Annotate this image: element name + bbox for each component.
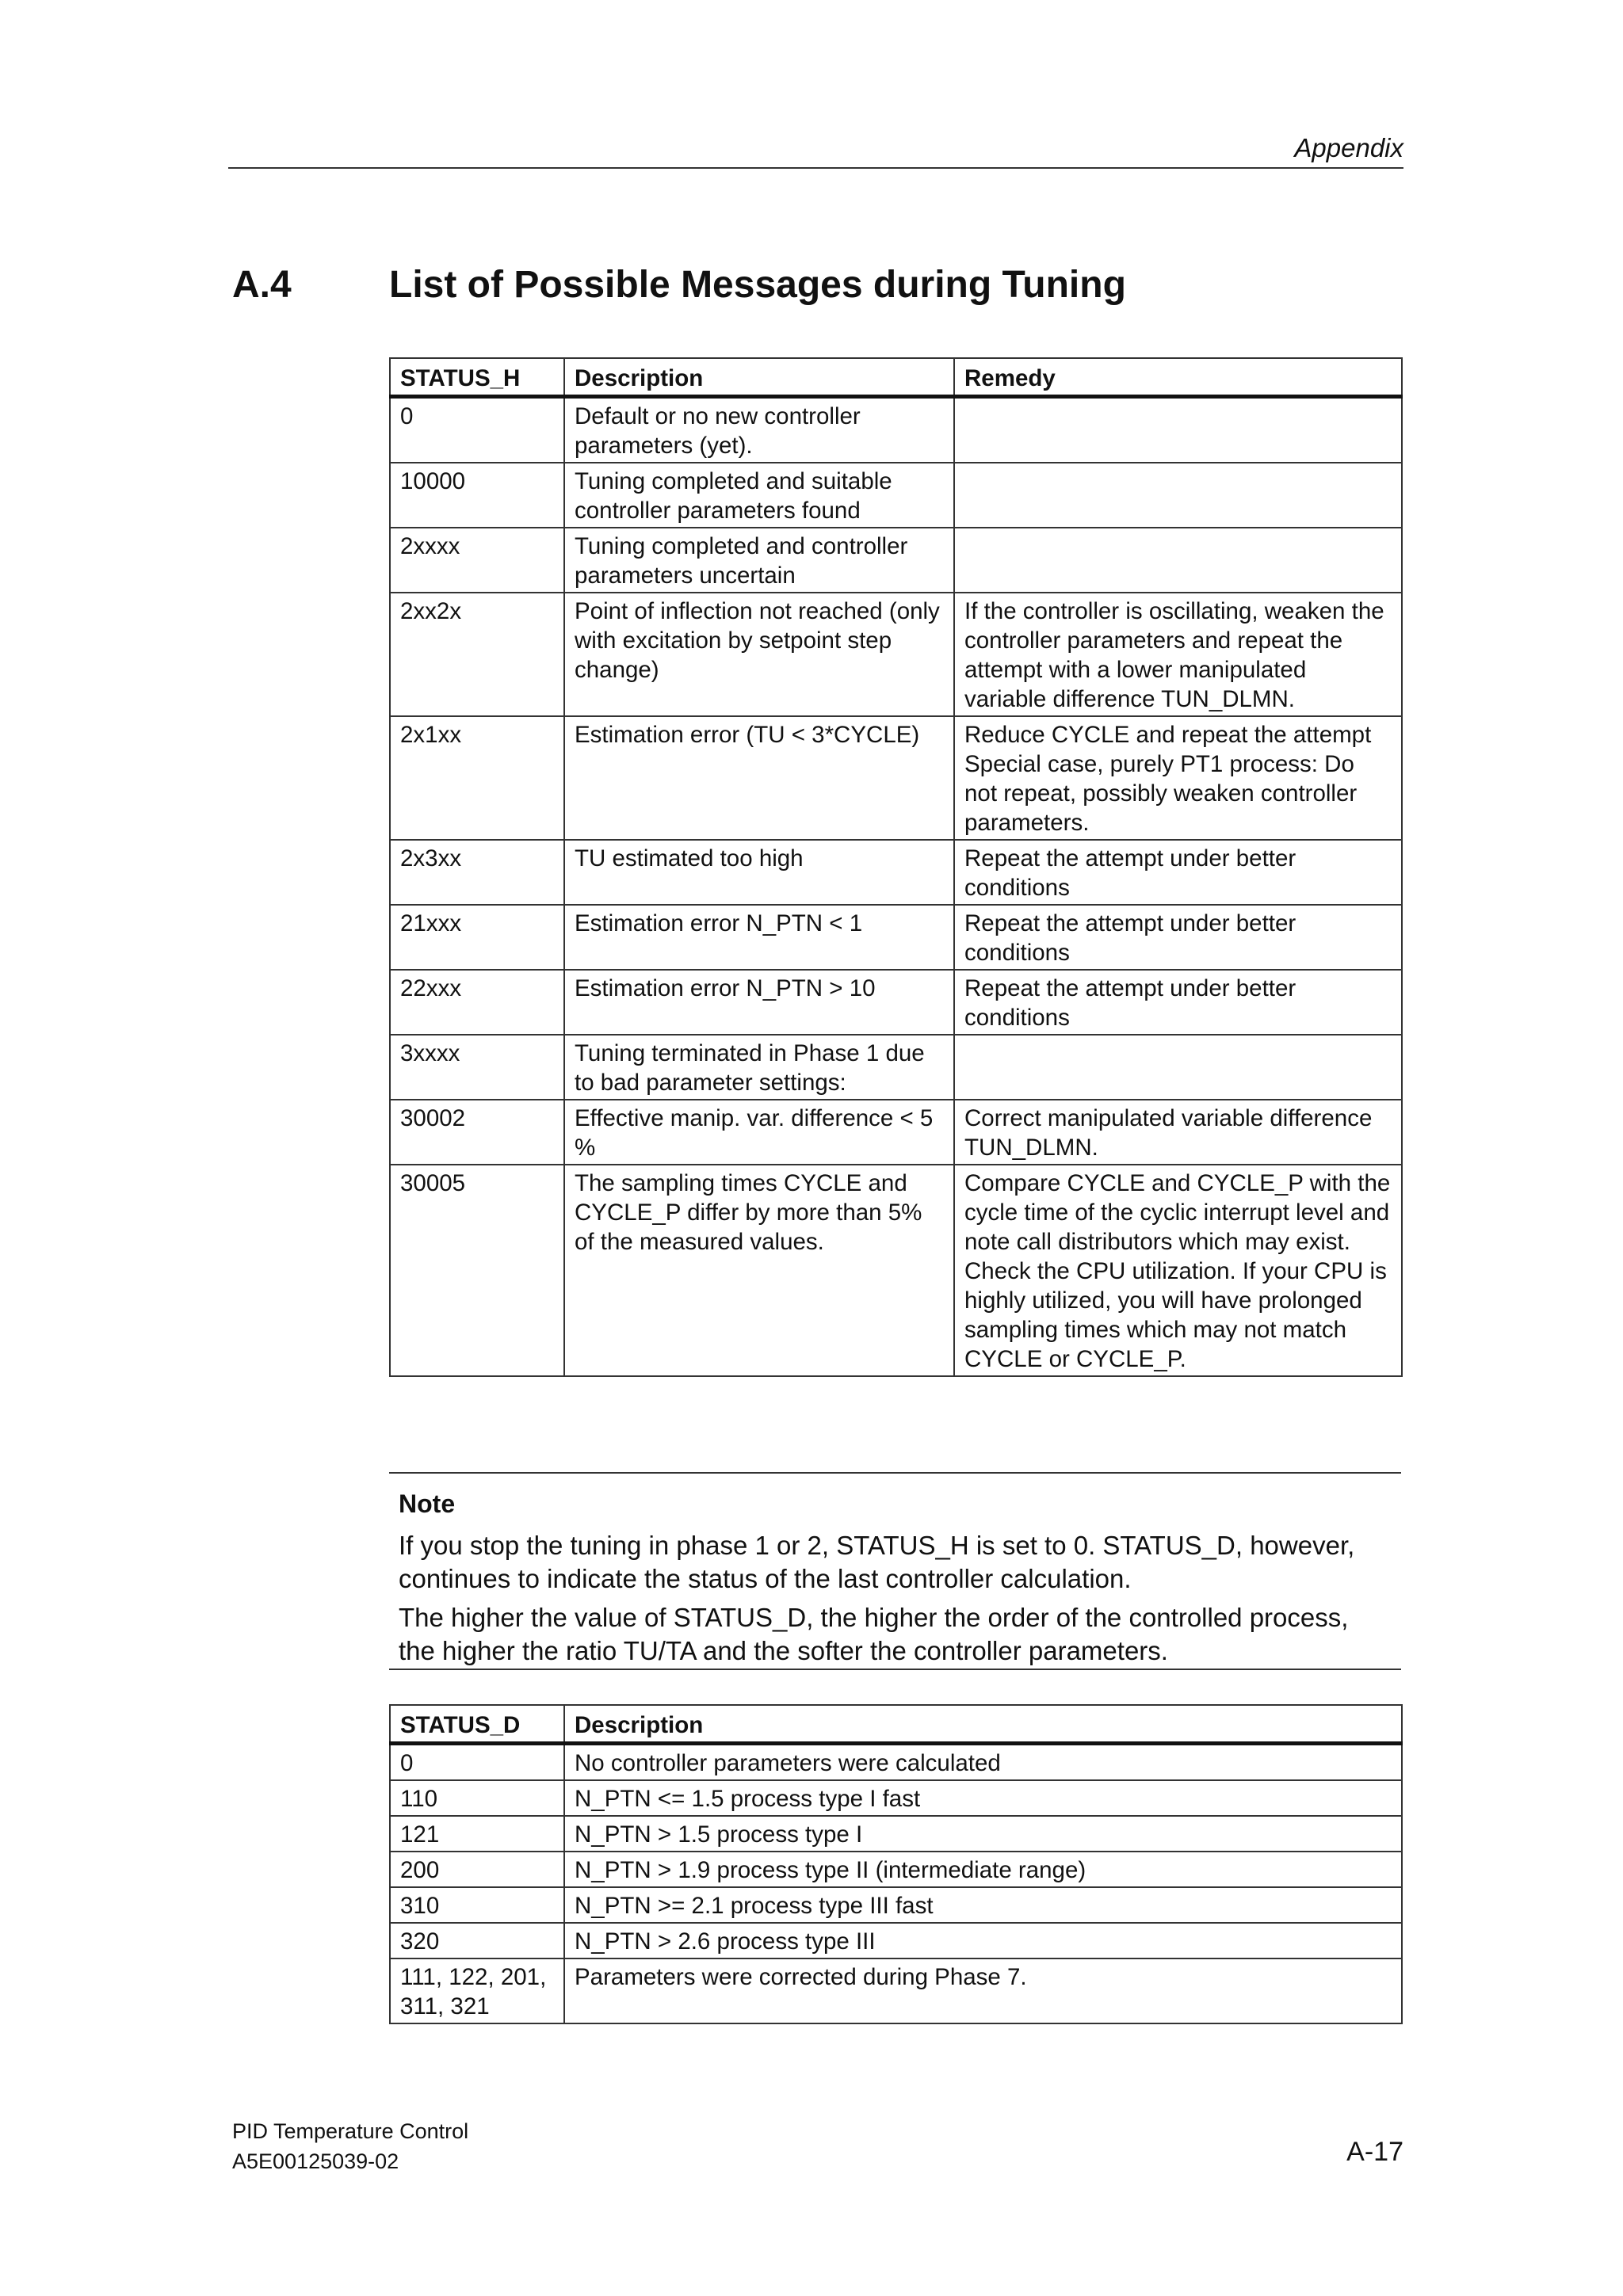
remedy-line: Correct manipulated variable difference TUN_DLMN. — [964, 1105, 1373, 1161]
note-paragraph: The higher the value of STATUS_D, the higher the order of the controlled process, the higher the ratio TU/TA and the softer the controller parameters. — [399, 1603, 1349, 1665]
remedy-cell — [954, 905, 1402, 970]
table-row — [390, 905, 1402, 970]
header-rule — [228, 167, 1403, 169]
status-h-code-cell: 2x3xx — [390, 840, 564, 905]
status-d-code-cell: 0 — [390, 1744, 564, 1781]
table-row — [390, 1744, 1402, 1781]
remedy-line: Repeat the attempt under better conditions — [964, 845, 1296, 901]
remedy-cell — [954, 1165, 1402, 1376]
remedy-line: Special case, purely PT1 process: Do not repeat, possibly weaken controller parameters. — [964, 751, 1358, 836]
status-d-code-cell: 111, 122, 201, 311, 321 — [390, 1958, 564, 2023]
note-top-rule — [389, 1472, 1401, 1474]
remedy-line: Repeat the attempt under better conditions — [964, 975, 1296, 1031]
remedy-line: Compare CYCLE and CYCLE_P with the cycle time of the cyclic interrupt level and note call distributors which may exist. — [964, 1170, 1391, 1255]
table-row — [390, 1100, 1402, 1165]
status-d-table-body — [390, 1744, 1402, 2024]
table-row — [390, 1165, 1402, 1376]
status-d-table — [389, 1704, 1403, 2024]
table-row — [390, 1958, 1402, 2023]
status-h-code-cell: 22xxx — [390, 970, 564, 1035]
section-title: List of Possible Messages during Tuning — [389, 264, 1126, 306]
description-cell: No controller parameters were calculated — [564, 1744, 1402, 1781]
description-cell: Estimation error N_PTN > 10 — [564, 970, 954, 1035]
status-d-code-cell: 121 — [390, 1816, 564, 1852]
status-h-code-cell: 0 — [390, 397, 564, 463]
description-cell: Parameters were corrected during Phase 7. — [564, 1958, 1402, 2023]
remedy-cell — [954, 1035, 1402, 1100]
description-cell: Tuning completed and suitable controller parameters found — [564, 463, 954, 528]
footer-product: PID Temperature Control — [232, 2119, 469, 2143]
status-h-table — [389, 357, 1403, 1377]
column-header-description: Description — [564, 1705, 1402, 1744]
status-h-code-cell: 30002 — [390, 1100, 564, 1165]
remedy-line: If the controller is oscillating, weaken the controller parameters and repeat the attempt with a lower manipulated variable difference TUN_DLMN. — [964, 598, 1384, 712]
status-h-table-body — [390, 397, 1402, 1377]
description-cell: N_PTN > 1.5 process type I — [564, 1816, 1402, 1852]
section-number: A.4 — [232, 264, 292, 306]
column-header-description: Description — [564, 358, 954, 397]
remedy-cell — [954, 528, 1402, 593]
description-cell: Tuning terminated in Phase 1 due to bad parameter settings: — [564, 1035, 954, 1100]
description-cell: Tuning completed and controller parameters uncertain — [564, 528, 954, 593]
remedy-cell — [954, 970, 1402, 1035]
description-cell: Effective manip. var. difference < 5 % — [564, 1100, 954, 1165]
table-row — [390, 716, 1402, 840]
table-row — [390, 593, 1402, 716]
remedy-line: Check the CPU utilization. If your CPU is highly utilized, you will have prolonged sampling times which may not match CYCLE or CYCLE_P. — [964, 1258, 1387, 1372]
description-cell: TU estimated too high — [564, 840, 954, 905]
remedy-cell — [954, 593, 1402, 716]
note-bottom-rule — [389, 1669, 1401, 1670]
page-number: A-17 — [1346, 2137, 1403, 2167]
table-row — [390, 1852, 1402, 1887]
description-cell: Estimation error (TU < 3*CYCLE) — [564, 716, 954, 840]
table-row — [390, 528, 1402, 593]
status-h-code-cell: 3xxxx — [390, 1035, 564, 1100]
status-h-code-cell: 30005 — [390, 1165, 564, 1376]
description-cell: Estimation error N_PTN < 1 — [564, 905, 954, 970]
remedy-cell — [954, 1100, 1402, 1165]
table-row — [390, 1780, 1402, 1816]
table-row — [390, 463, 1402, 528]
status-h-code-cell: 2xxxx — [390, 528, 564, 593]
note-title: Note — [399, 1489, 456, 1518]
status-h-code-cell: 10000 — [390, 463, 564, 528]
remedy-cell — [954, 716, 1402, 840]
note-paragraph: If you stop the tuning in phase 1 or 2, STATUS_H is set to 0. STATUS_D, however, continues to indicate the status of the last controller calculation. — [399, 1531, 1355, 1593]
description-cell: N_PTN >= 2.1 process type III fast — [564, 1887, 1402, 1923]
footer-doc-number: A5E00125039-02 — [232, 2149, 399, 2173]
description-cell: Default or no new controller parameters (yet). — [564, 397, 954, 463]
column-header-remedy: Remedy — [954, 358, 1402, 397]
table-row — [390, 1923, 1402, 1958]
status-h-code-cell: 2xx2x — [390, 593, 564, 716]
remedy-line: Repeat the attempt under better conditions — [964, 910, 1296, 966]
table-header-row — [390, 358, 1402, 397]
remedy-cell — [954, 463, 1402, 528]
running-header: Appendix — [1294, 133, 1403, 162]
remedy-cell — [954, 397, 1402, 463]
status-d-code-cell: 110 — [390, 1780, 564, 1816]
table-row — [390, 1816, 1402, 1852]
table-header-row — [390, 1705, 1402, 1744]
table-row — [390, 970, 1402, 1035]
status-d-code-cell: 200 — [390, 1852, 564, 1887]
remedy-cell — [954, 840, 1402, 905]
status-h-code-cell: 21xxx — [390, 905, 564, 970]
description-cell: N_PTN <= 1.5 process type I fast — [564, 1780, 1402, 1816]
column-header-status-h: STATUS_H — [390, 358, 564, 397]
status-d-code-cell: 320 — [390, 1923, 564, 1958]
table-row — [390, 1887, 1402, 1923]
table-row — [390, 840, 1402, 905]
description-cell: Point of inflection not reached (only with excitation by setpoint step change) — [564, 593, 954, 716]
table-row — [390, 397, 1402, 463]
status-d-code-cell: 310 — [390, 1887, 564, 1923]
status-h-code-cell: 2x1xx — [390, 716, 564, 840]
remedy-line: Reduce CYCLE and repeat the attempt — [964, 722, 1372, 748]
column-header-status-d: STATUS_D — [390, 1705, 564, 1744]
description-cell: N_PTN > 2.6 process type III — [564, 1923, 1402, 1958]
description-cell: N_PTN > 1.9 process type II (intermediate range) — [564, 1852, 1402, 1887]
description-cell: The sampling times CYCLE and CYCLE_P differ by more than 5% of the measured values. — [564, 1165, 954, 1376]
table-row — [390, 1035, 1402, 1100]
footer-left — [232, 2116, 468, 2176]
